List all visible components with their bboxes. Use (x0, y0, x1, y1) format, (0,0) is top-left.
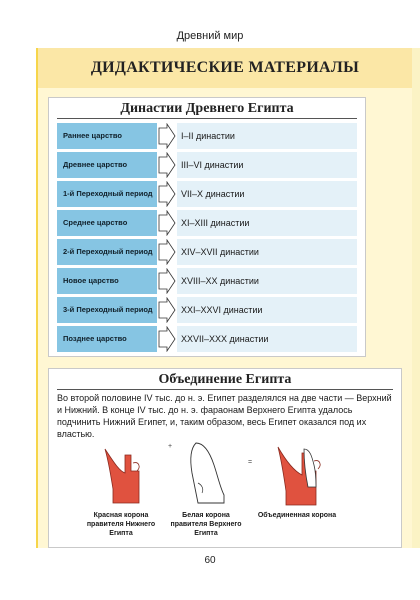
unification-text: Во второй половине IV тыс. до н. э. Египет разделялся на две части — Верхний и Нижний. В конце IV тыс. до н. э. фараонам Верхнего Египта удалось подчинить Нижний Египет, и, таким образом, весь Египет оказался под их властью. (57, 393, 392, 439)
white-crown-icon (184, 439, 228, 509)
period-label: 3-й Переходный период (57, 297, 157, 323)
white-crown-caption: Белая корона правителя Верхнего Египта (170, 512, 242, 537)
dynasties-title-rule (57, 118, 357, 119)
dynasty-range: XIV–XVII династии (177, 239, 357, 265)
arrow-right-icon (158, 297, 176, 323)
dynasty-range: XXVII–XXX династии (177, 326, 357, 352)
dynasty-row (57, 297, 357, 323)
arrow-right-icon (158, 239, 176, 265)
dynasty-range: XI–XIII династии (177, 210, 357, 236)
page-number: 60 (204, 555, 216, 566)
left-border (36, 48, 38, 548)
dynasty-range: VII–X династии (177, 181, 357, 207)
running-title: Древний мир (176, 30, 244, 42)
arrow-right-icon (158, 152, 176, 178)
double-crown-icon (274, 441, 326, 511)
period-label: 2-й Переходный период (57, 239, 157, 265)
dynasties-title: Династии Древнего Египта (120, 101, 294, 116)
period-label: Древнее царство (57, 152, 157, 178)
arrow-right-icon (158, 181, 176, 207)
arrow-right-icon (158, 268, 176, 294)
dynasty-row (57, 152, 357, 178)
dynasty-range: XXI–XXVI династии (177, 297, 357, 323)
dynasties-panel (48, 97, 366, 357)
dynasty-row (57, 268, 357, 294)
equals-sign: = (248, 459, 253, 466)
period-label: Позднее царство (57, 326, 157, 352)
plus-sign: + (168, 443, 173, 450)
unification-panel (48, 368, 402, 548)
period-label: 1-й Переходный период (57, 181, 157, 207)
dynasty-range: I–II династии (177, 123, 357, 149)
period-label: Среднее царство (57, 210, 157, 236)
period-label: Новое царство (57, 268, 157, 294)
red-crown-caption: Красная корона правителя Нижнего Египта (86, 512, 156, 537)
dynasty-row (57, 181, 357, 207)
red-crown-icon (99, 443, 143, 509)
double-crown-caption: Объединенная корона (257, 512, 337, 519)
dynasty-range: XVIII–XX династии (177, 268, 357, 294)
dynasty-row (57, 239, 357, 265)
arrow-right-icon (158, 123, 176, 149)
unification-title: Объединение Египта (158, 372, 292, 387)
arrow-right-icon (158, 326, 176, 352)
dynasty-row (57, 123, 357, 149)
side-strip (412, 48, 420, 548)
dynasty-range: III–VI династии (177, 152, 357, 178)
period-label: Раннее царство (57, 123, 157, 149)
arrow-right-icon (158, 210, 176, 236)
dynasty-row (57, 210, 357, 236)
unification-title-rule (57, 389, 393, 390)
dynasty-row (57, 326, 357, 352)
section-banner-title: ДИДАКТИЧЕСКИЕ МАТЕРИАЛЫ (90, 59, 360, 76)
